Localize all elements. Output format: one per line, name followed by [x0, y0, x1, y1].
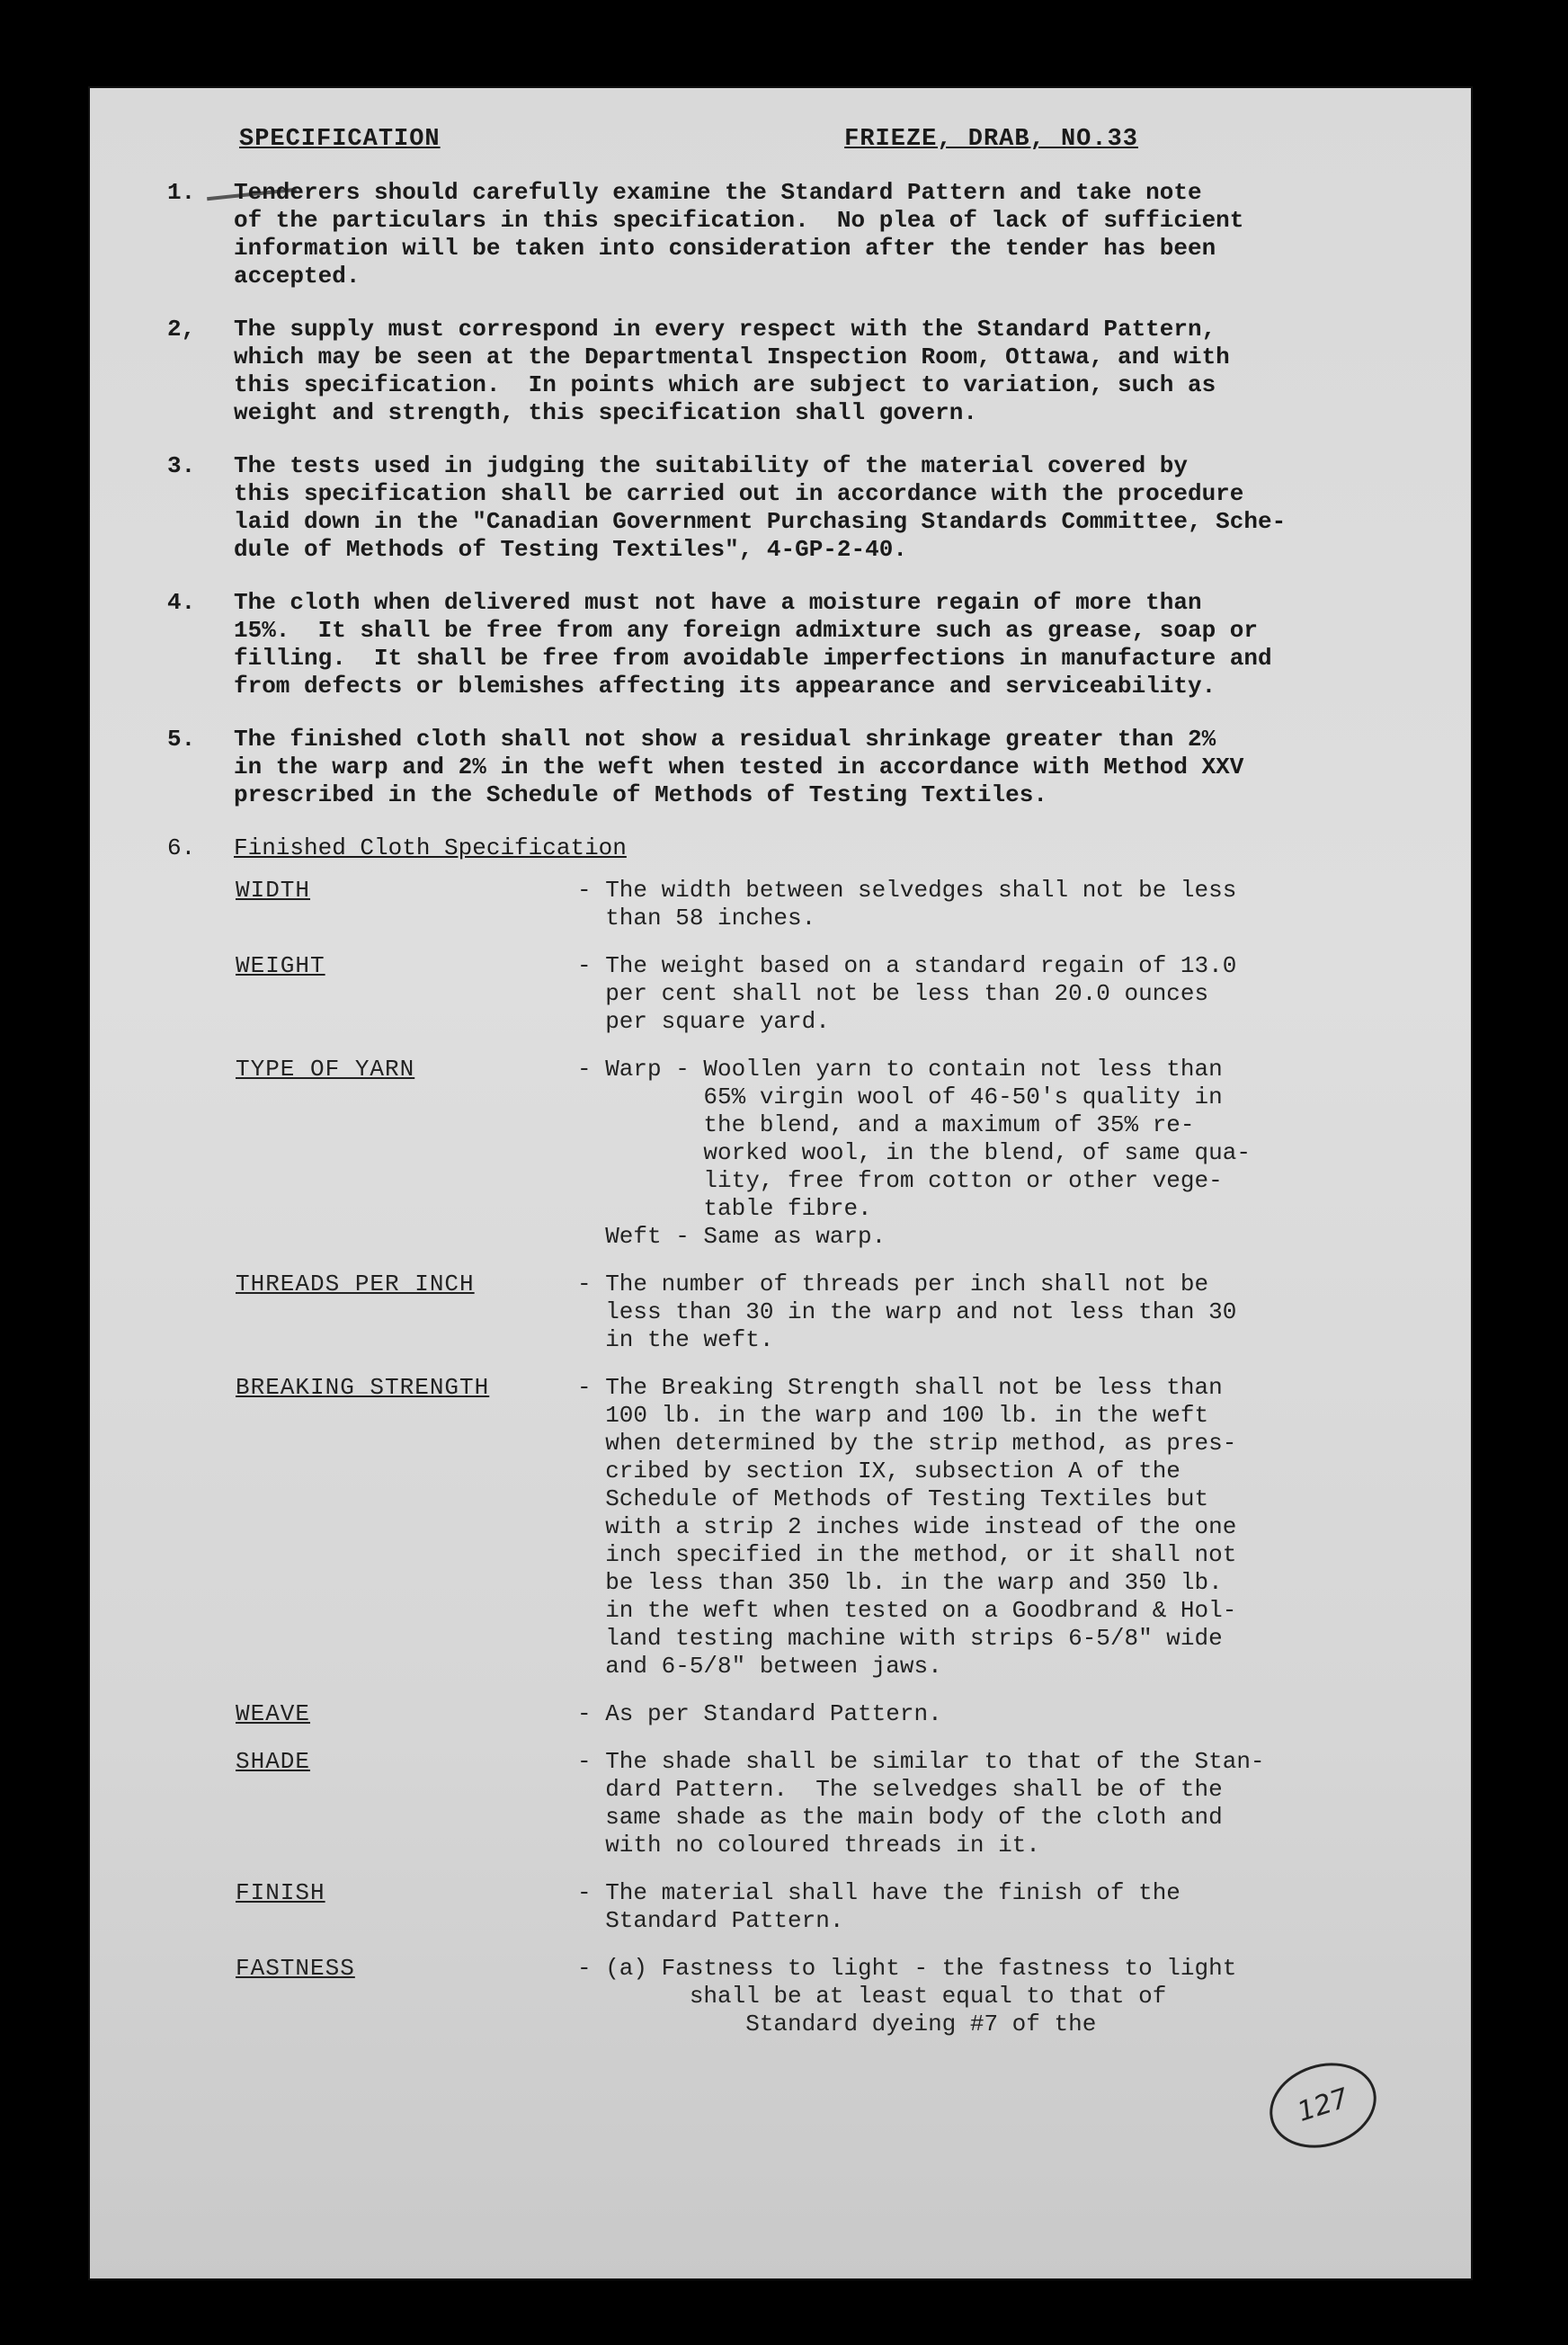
spec-description: - (a) Fastness to light - the fastness to light shall be at least equal to that of Standard dyeing #7 of the — [577, 1955, 1237, 2037]
spec-row-breaking-strength — [167, 1374, 1426, 1681]
spec-label: WIDTH — [236, 877, 311, 904]
spec-row-finish — [167, 1879, 1426, 1935]
section-6-heading — [167, 834, 1426, 862]
spec-description: - The shade shall be similar to that of the Stan- dard Pattern. The selvedges shall be of the same shade as the main body of the cloth and with no coloured threads in it. — [577, 1748, 1265, 1859]
spec-label: FASTNESS — [236, 1955, 355, 1982]
header-left: SPECIFICATION — [239, 126, 441, 153]
paragraph-5 — [167, 726, 1426, 809]
spec-row-width — [167, 877, 1426, 932]
paragraph-number: 3. — [167, 452, 196, 479]
spec-description: - The width between selvedges shall not be less than 58 inches. — [577, 877, 1237, 932]
paragraph-text: The finished cloth shall not show a residual shrinkage greater than 2% in the warp and 2% in the weft when tested in accordance with Method XXV prescribed in the Schedule of Methods of Testing Textiles. — [234, 726, 1244, 808]
paragraph-1 — [167, 179, 1426, 290]
spec-row-type-of-yarn — [167, 1056, 1426, 1251]
spec-description: - The weight based on a standard regain of 13.0 per cent shall not be less than 20.0 ounces per square yard. — [577, 952, 1237, 1035]
document-header — [239, 126, 1138, 154]
document-page — [88, 86, 1473, 2280]
spec-description: - The Breaking Strength shall not be less than 100 lb. in the warp and 100 lb. in the weft when determined by the strip method, as pres- cribed by section IX, subsection A of the Schedule of Methods of Testing Textiles but with a strip 2 inches wide instead of the one inch specified in the method, or it shall not be less than 350 lb. in the warp and 350 lb. in the weft when tested on a Goodbrand & Hol- land testing machine with strips 6-5/8" wide and 6-5/8" between jaws. — [577, 1374, 1237, 1680]
paragraph-number: 5. — [167, 726, 196, 753]
paragraph-4 — [167, 589, 1426, 700]
header-right: FRIEZE, DRAB, NO.33 — [844, 126, 1138, 153]
spec-description: - Warp - Woollen yarn to contain not less than 65% virgin wool of 46-50's quality in the blend, and a maximum of 35% re- worked wool, in the blend, of same qua- lity, free from cotton or other vege- table fibre. Weft - Same as warp. — [577, 1056, 1251, 1250]
spec-label: WEIGHT — [236, 952, 325, 979]
spec-description: - The material shall have the finish of the Standard Pattern. — [577, 1879, 1180, 1934]
spec-label: THREADS PER INCH — [236, 1271, 475, 1297]
spec-label: WEAVE — [236, 1700, 311, 1727]
paragraph-number: 1. — [167, 179, 196, 206]
paragraph-text: The tests used in judging the suitability of the material covered by this specification shall be carried out in accordance with the procedure laid down in the "Canadian Government Purchasing Standards Committee, Sche- dule of Methods of Testing Textiles", 4-GP-2-40. — [234, 452, 1287, 563]
spec-label: FINISH — [236, 1879, 325, 1906]
spec-label: TYPE OF YARN — [236, 1056, 415, 1083]
spec-description: - As per Standard Pattern. — [577, 1700, 942, 1727]
paragraph-3 — [167, 452, 1426, 564]
paragraph-text: The cloth when delivered must not have a moisture regain of more than 15%. It shall be free from any foreign admixture such as grease, soap or filling. It shall be free from avoidable imperfections in manufacture and from defects or blemishes affecting its appearance and serviceability. — [234, 589, 1272, 700]
paragraph-number: 4. — [167, 589, 196, 616]
spec-row-weave — [167, 1700, 1426, 1728]
paragraph-2 — [167, 316, 1426, 427]
handwritten-page-number: 127 — [1259, 2050, 1387, 2162]
paragraph-number: 2, — [167, 316, 196, 343]
spec-label: BREAKING STRENGTH — [236, 1374, 490, 1401]
document-body — [167, 126, 1426, 2058]
spec-row-fastness — [167, 1955, 1426, 2038]
paragraph-text: The supply must correspond in every respect with the Standard Pattern, which may be seen at the Departmental Inspection Room, Ottawa, and with this specification. In points which are subject to variation, such as weight and strength, this specification shall govern. — [234, 316, 1230, 426]
section-title: Finished Cloth Specification — [234, 834, 627, 861]
paragraph-text: Tenderers should carefully examine the Standard Pattern and take note of the particulars in this specification. No plea of lack of sufficient information will be taken into consideration after the tender has been accepted. — [234, 179, 1244, 290]
spec-label: SHADE — [236, 1748, 311, 1775]
spec-row-shade — [167, 1748, 1426, 1859]
section-number: 6. — [167, 834, 196, 861]
spec-description: - The number of threads per inch shall not be less than 30 in the warp and not less than 30 in the weft. — [577, 1271, 1237, 1353]
spec-row-threads-per-inch — [167, 1271, 1426, 1354]
spec-row-weight — [167, 952, 1426, 1036]
